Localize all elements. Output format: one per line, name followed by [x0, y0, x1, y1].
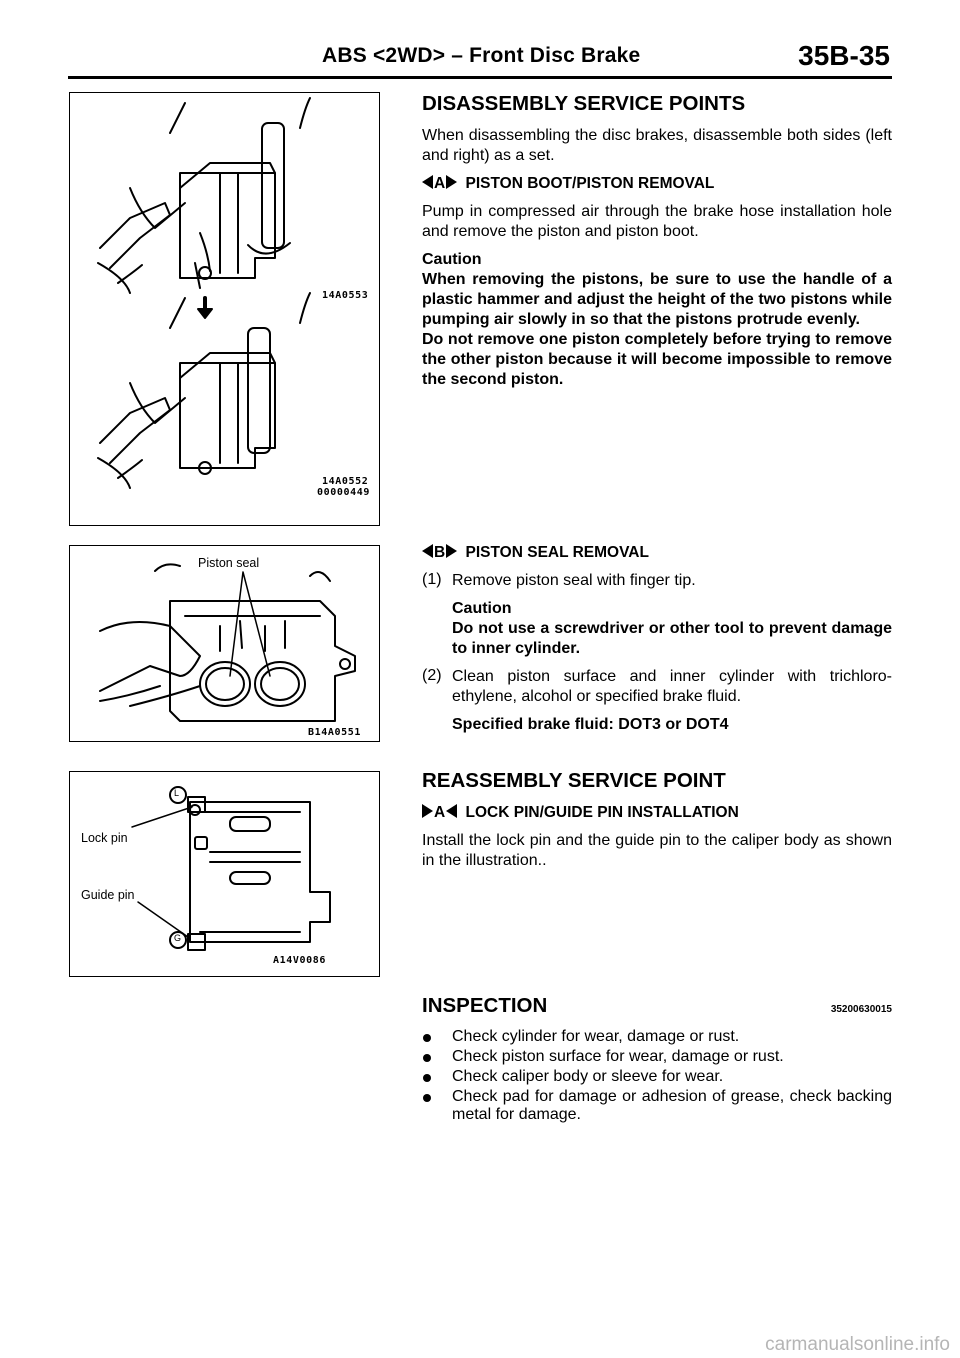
- bullet-icon: [423, 1074, 431, 1082]
- disassembly-intro: When disassembling the disc brakes, disassemble both sides (left and right) as a set.: [422, 127, 892, 164]
- watermark: carmanualsonline.info: [765, 1334, 950, 1355]
- triangle-left-icon: [422, 175, 433, 189]
- bullet-icon: [423, 1094, 431, 1102]
- subhead-b: B PISTON SEAL REMOVAL: [422, 543, 892, 563]
- subhead-a: A PISTON BOOT/PISTON REMOVAL: [422, 174, 892, 194]
- subhead-b-title: PISTON SEAL REMOVAL: [465, 544, 649, 561]
- specified-fluid: Specified brake fluid: DOT3 or DOT4: [452, 716, 729, 733]
- figure-code-2: B14A0551: [308, 727, 361, 738]
- figure-code-1a: 14A0553: [322, 290, 369, 301]
- subhead-reassembly-title: LOCK PIN/GUIDE PIN INSTALLATION: [465, 804, 739, 821]
- piston-seal-illustration: [70, 546, 379, 741]
- disassembly-section: [422, 92, 892, 390]
- bullet-icon: [423, 1054, 431, 1062]
- caution-a: Caution When removing the pistons, be sure to use the handle of a plastic hammer and adjust the height of the two pistons while pumping air slowly in so that the pistons protrude evenly. Do not remove one piston completely before trying to remove the other piston because it will become impossible to remove the second piston.: [422, 251, 892, 388]
- mark-l: L: [174, 788, 180, 798]
- inspection-code: 35200630015: [830, 1004, 892, 1015]
- reassembly-body: Install the lock pin and the guide pin to the caliper body as shown in the illustration..: [422, 832, 892, 869]
- figure-code-1b: 14A0552: [322, 476, 369, 487]
- triangle-left-icon: [422, 544, 433, 558]
- label-guide-pin: Guide pin: [81, 888, 135, 902]
- figure-piston-seal: [69, 545, 380, 742]
- triangle-left-icon: [446, 804, 457, 818]
- figure-code-1c: 00000449: [317, 487, 370, 498]
- piston-seal-section: [422, 543, 892, 743]
- section-title-disassembly: DISASSEMBLY SERVICE POINTS: [422, 92, 746, 115]
- section-title-inspection: INSPECTION: [422, 994, 548, 1017]
- list-item: Check cylinder for wear, damage or rust.: [422, 1028, 892, 1046]
- caution-b: Caution Do not use a screwdriver or other tool to prevent damage to inner cylinder.: [452, 600, 892, 657]
- lock-pin-illustration: [70, 772, 379, 976]
- list-item: Check piston surface for wear, damage or rust.: [422, 1048, 892, 1066]
- label-piston-seal: Piston seal: [198, 556, 260, 570]
- subhead-a-title: PISTON BOOT/PISTON REMOVAL: [465, 175, 715, 192]
- page-number: 35B-35: [798, 40, 890, 71]
- subhead-a-body: Pump in compressed air through the brake hose installation hole and remove the piston and piston boot.: [422, 203, 892, 240]
- list-item: Check pad for damage or adhesion of grease, check backing metal for damage.: [422, 1088, 892, 1124]
- figure-piston-removal: [69, 92, 380, 526]
- triangle-right-icon: [446, 175, 457, 189]
- triangle-right-icon: [422, 804, 433, 818]
- list-item: Check caliper body or sleeve for wear.: [422, 1068, 892, 1086]
- inspection-section: [422, 994, 892, 1126]
- reassembly-section: [422, 769, 892, 879]
- figure-lock-pin: [69, 771, 380, 977]
- page-header-title: ABS <2WD> – Front Disc Brake: [322, 44, 641, 67]
- bullet-icon: [423, 1034, 431, 1042]
- label-lock-pin: Lock pin: [81, 831, 128, 845]
- step-1: (1) Remove piston seal with finger tip.: [422, 571, 696, 589]
- figure-code-3: A14V0086: [273, 955, 326, 966]
- header-rule: [68, 76, 892, 79]
- section-title-reassembly: REASSEMBLY SERVICE POINT: [422, 769, 726, 792]
- mark-g: G: [174, 933, 182, 943]
- step-2: (2) Clean piston surface and inner cylinder with trichloro-ethylene, alcohol or specified brake fluid.: [422, 667, 892, 705]
- triangle-right-icon: [446, 544, 457, 558]
- piston-removal-illustration: [70, 93, 379, 525]
- subhead-reassembly: A LOCK PIN/GUIDE PIN INSTALLATION: [422, 803, 892, 823]
